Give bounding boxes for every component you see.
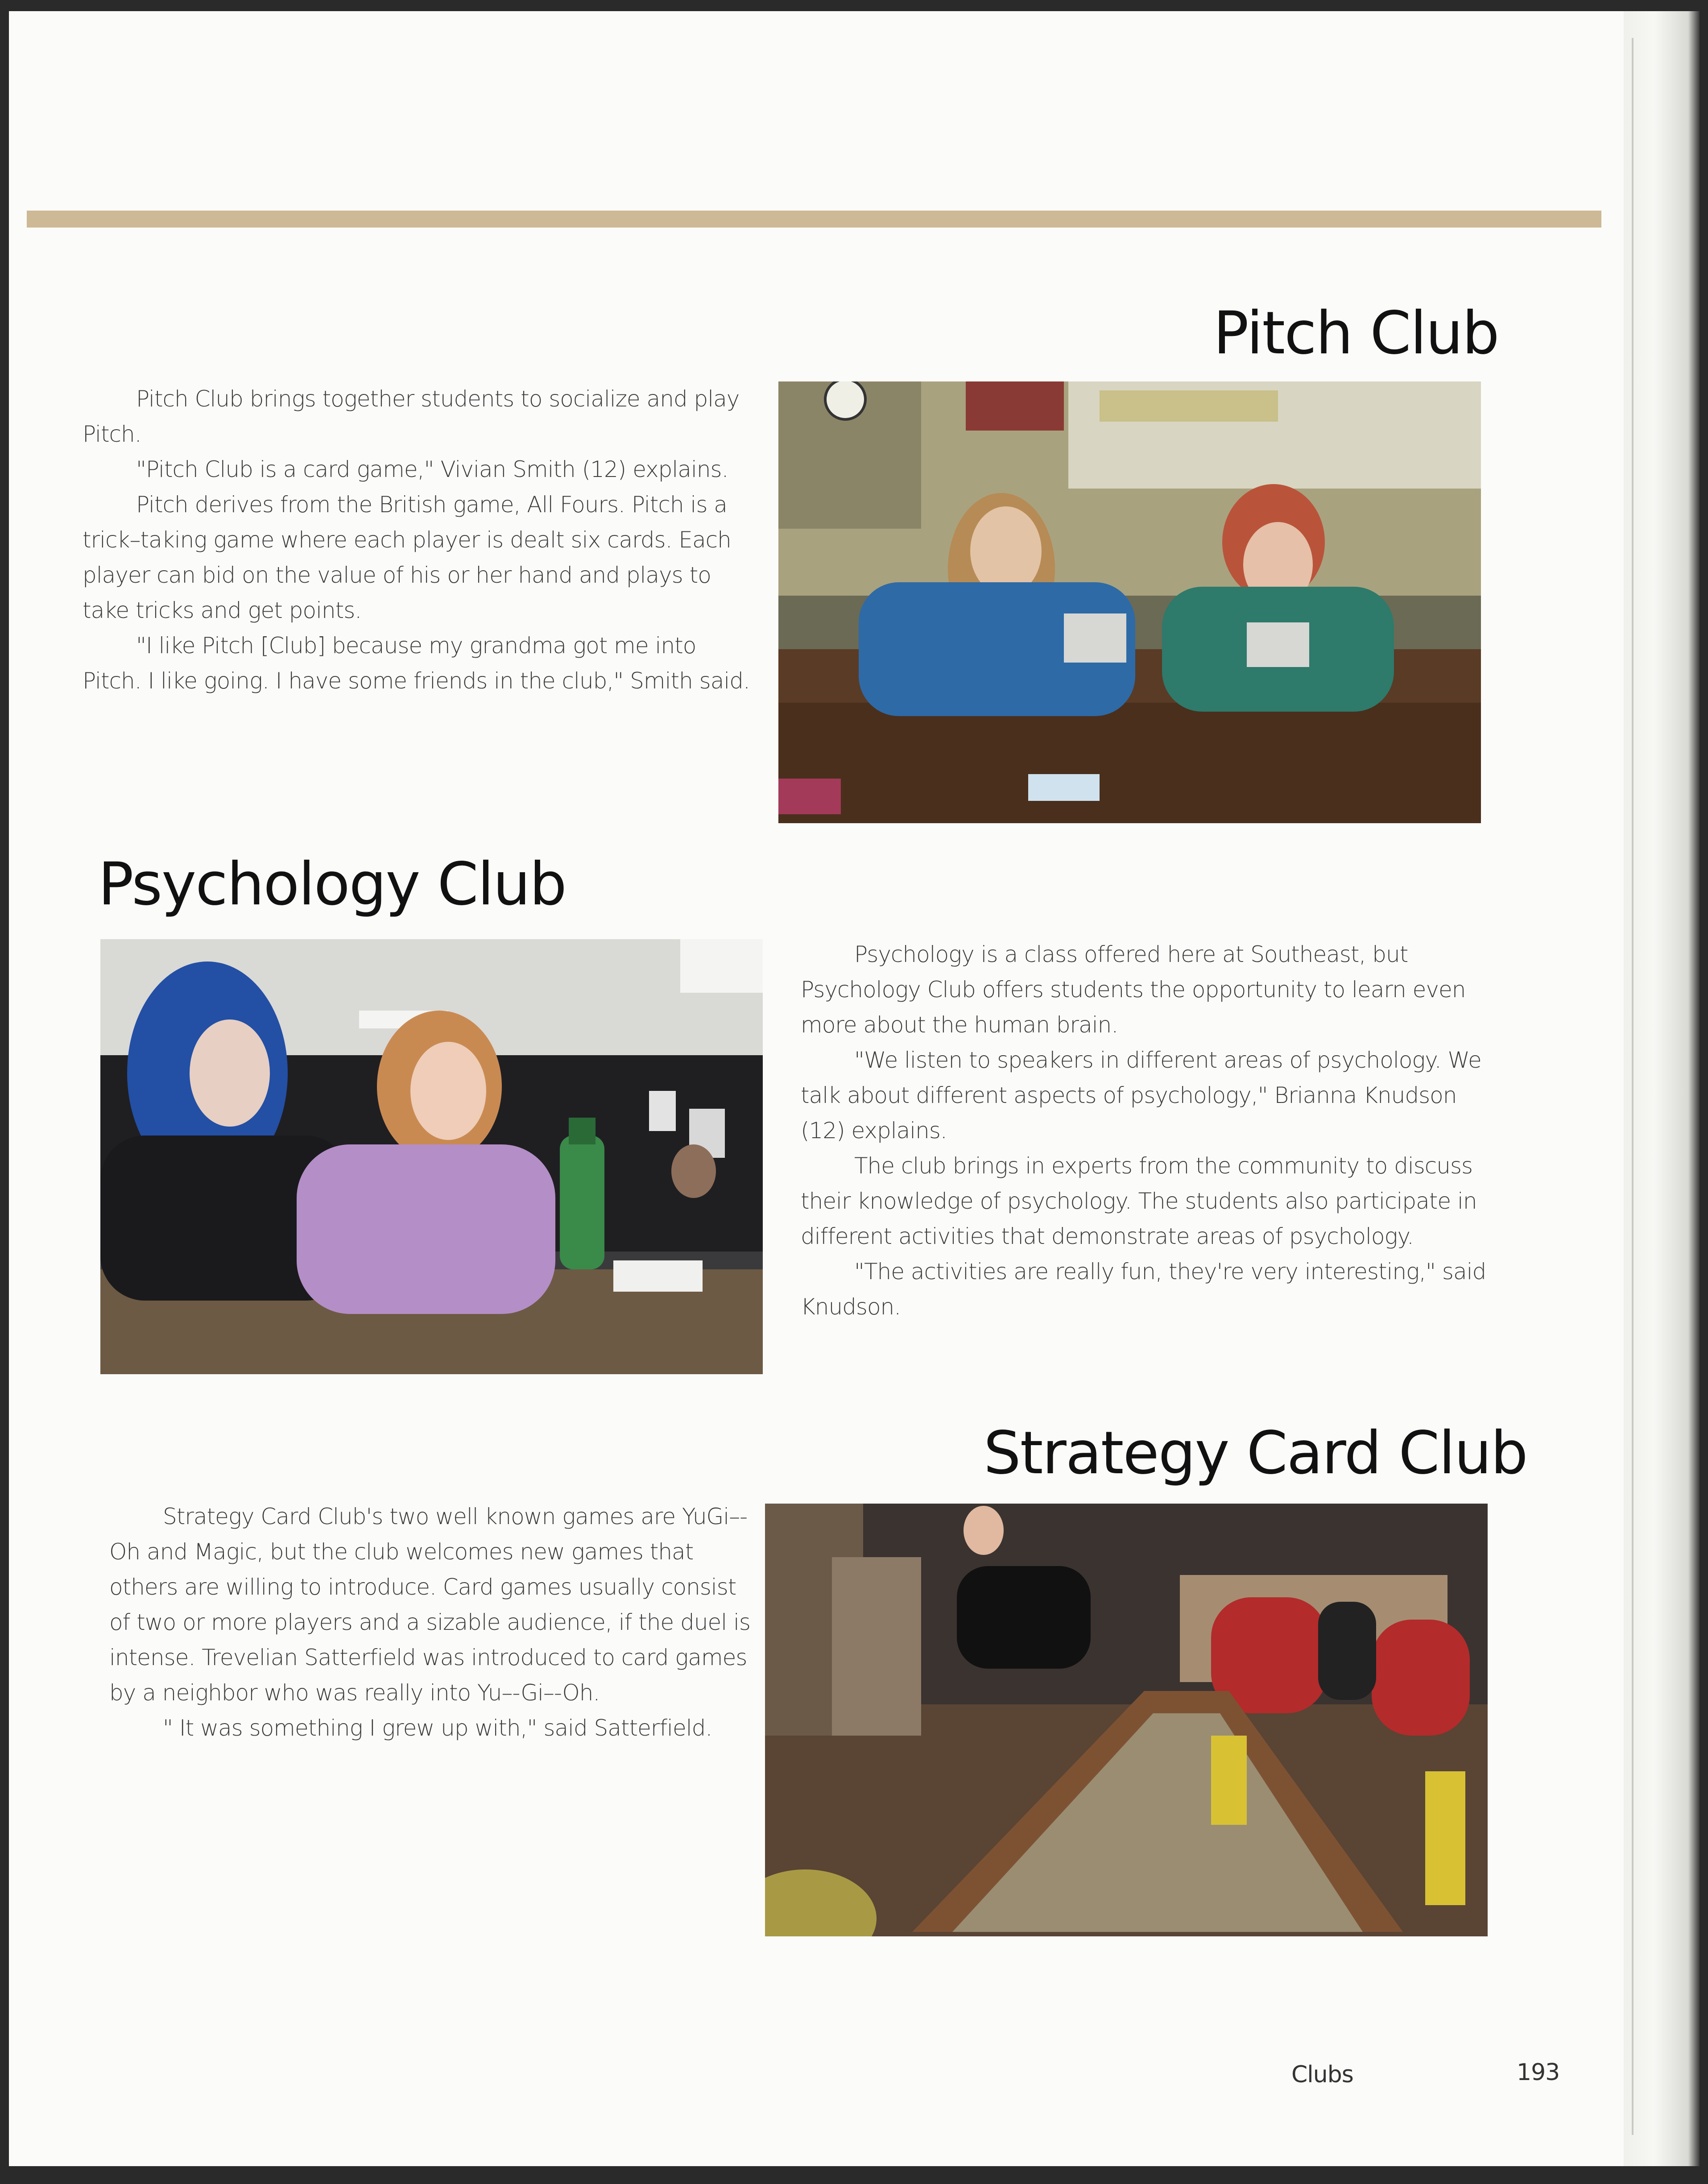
strategy-card-club-paragraph: " It was something I grew up with," said Satterfield. [163,1715,712,1741]
strategy-card-club-title: Strategy Card Club [984,1419,1527,1488]
accent-bar [27,211,1601,228]
pitch-club-title: Pitch Club [1213,299,1499,368]
pitch-club-paragraph: "Pitch Club is a card game," Vivian Smith (12) explains. [136,456,728,482]
psychology-club-text [801,937,1497,1325]
page-binding-edge [1624,11,1700,2166]
strategy-card-club-photo [765,1504,1488,1936]
pitch-club-photo [778,381,1481,823]
pitch-club-paragraph: "I like Pitch [Club] because my grandma got me into Pitch. I like going. I have some friends in the club," Smith said. [83,633,750,694]
psychology-club-paragraph: Psychology is a class offered here at Southeast, but Psychology Club offers students the opportunity to learn even more about the human brain. [801,941,1466,1038]
pitch-club-paragraph: Pitch Club brings together students to socialize and play Pitch. [83,386,740,447]
pitch-club-paragraph: Pitch derives from the British game, All Fours. Pitch is a trick–taking game where each player is dealt six cards. Each player can bid on the value of his or her hand and plays to take tricks and get points. [83,492,731,623]
page-number: 193 [1517,2059,1560,2086]
psychology-club-paragraph: "We listen to speakers in different areas of psychology. We talk about different aspects of psychology," Brianna Knudson (12) explains. [801,1047,1481,1144]
strategy-card-club-text [109,1499,752,1746]
section-label: Clubs [1291,2061,1353,2088]
pitch-club-text [83,381,756,699]
psychology-club-paragraph: "The activities are really fun, they're very interesting," said Knudson. [801,1259,1486,1320]
psychology-club-photo [100,939,763,1374]
psychology-club-paragraph: The club brings in experts from the community to discuss their knowledge of psychology. The students also participate in different activities that demonstrate areas of psychology. [801,1153,1477,1249]
strategy-card-club-paragraph: Strategy Card Club's two well known games are YuGi–-Oh and Magic, but the club welcomes new games that others are willing to introduce. Card games usually consist of two or more players and a sizable audience, if the duel is intense. Trevelian Satterfield was introduced to card games by a neighbor who was really into Yu–-Gi–-Oh. [109,1504,750,1706]
psychology-club-title: Psychology Club [98,850,566,919]
